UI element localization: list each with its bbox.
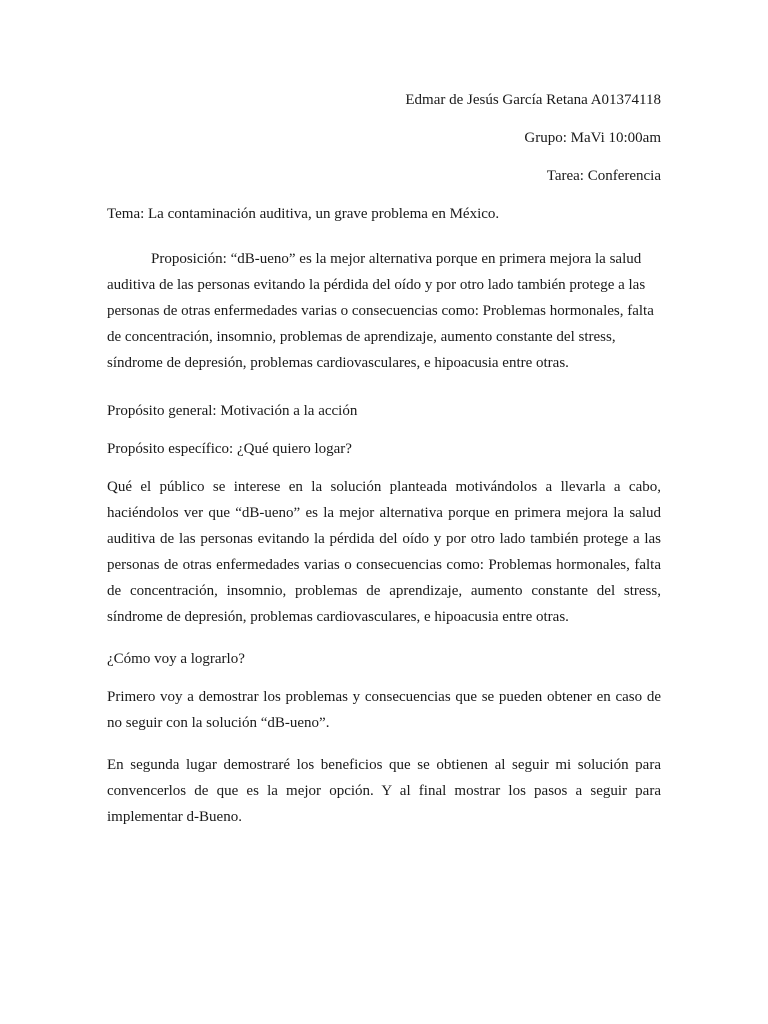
how-question-line: ¿Cómo voy a lograrlo?: [107, 651, 245, 667]
task-line: Tarea: Conferencia: [546, 168, 661, 184]
group-line: Grupo: MaVi 10:00am: [524, 130, 661, 146]
proposition-paragraph: Proposición: “dB-ueno” es la mejor alternativa porque en primera mejora la salud auditiva de las personas evitando la pérdida del oído y por otro lado también protege a las personas de otras enfermedades varias o consecuencias como: Problemas hormonales, falta de concentración, insomnio, problemas de aprendizaje, aumento constante del stress, síndrome de depresión, problemas cardiovasculares, e hipoacusia entre otras.: [107, 251, 654, 371]
second-step-paragraph: En segunda lugar demostraré los beneficios que se obtienen al seguir mi solución para convencerlos de que es la mejor opción. Y al final mostrar los pasos a seguir para implementar d-Bueno.: [107, 757, 661, 825]
topic-line: Tema: La contaminación auditiva, un grave problema en México.: [107, 206, 500, 222]
specific-purpose-line: Propósito específico: ¿Qué quiero logar?: [107, 441, 352, 457]
general-purpose-line: Propósito general: Motivación a la acción: [107, 403, 358, 419]
answer-paragraph: Qué el público se interese en la solución planteada motivándolos a llevarla a cabo, haciéndolos ver que “dB-ueno” es la mejor alternativa porque en primera mejora la salud auditiva de las personas evitando la pérdida del oído y por otro lado también protege a las personas de otras enfermedades varias o consecuencias como: Problemas hormonales, falta de concentración, insomnio, problemas de aprendizaje, aumento constante del stress, síndrome de depresión, problemas cardiovasculares, e hipoacusia entre otras.: [107, 479, 661, 625]
document-body: [107, 90, 661, 846]
author-line: Edmar de Jesús García Retana A01374118: [405, 92, 661, 108]
first-step-paragraph: Primero voy a demostrar los problemas y consecuencias que se pueden obtener en caso de no seguir con la solución “dB-ueno”.: [107, 689, 661, 731]
